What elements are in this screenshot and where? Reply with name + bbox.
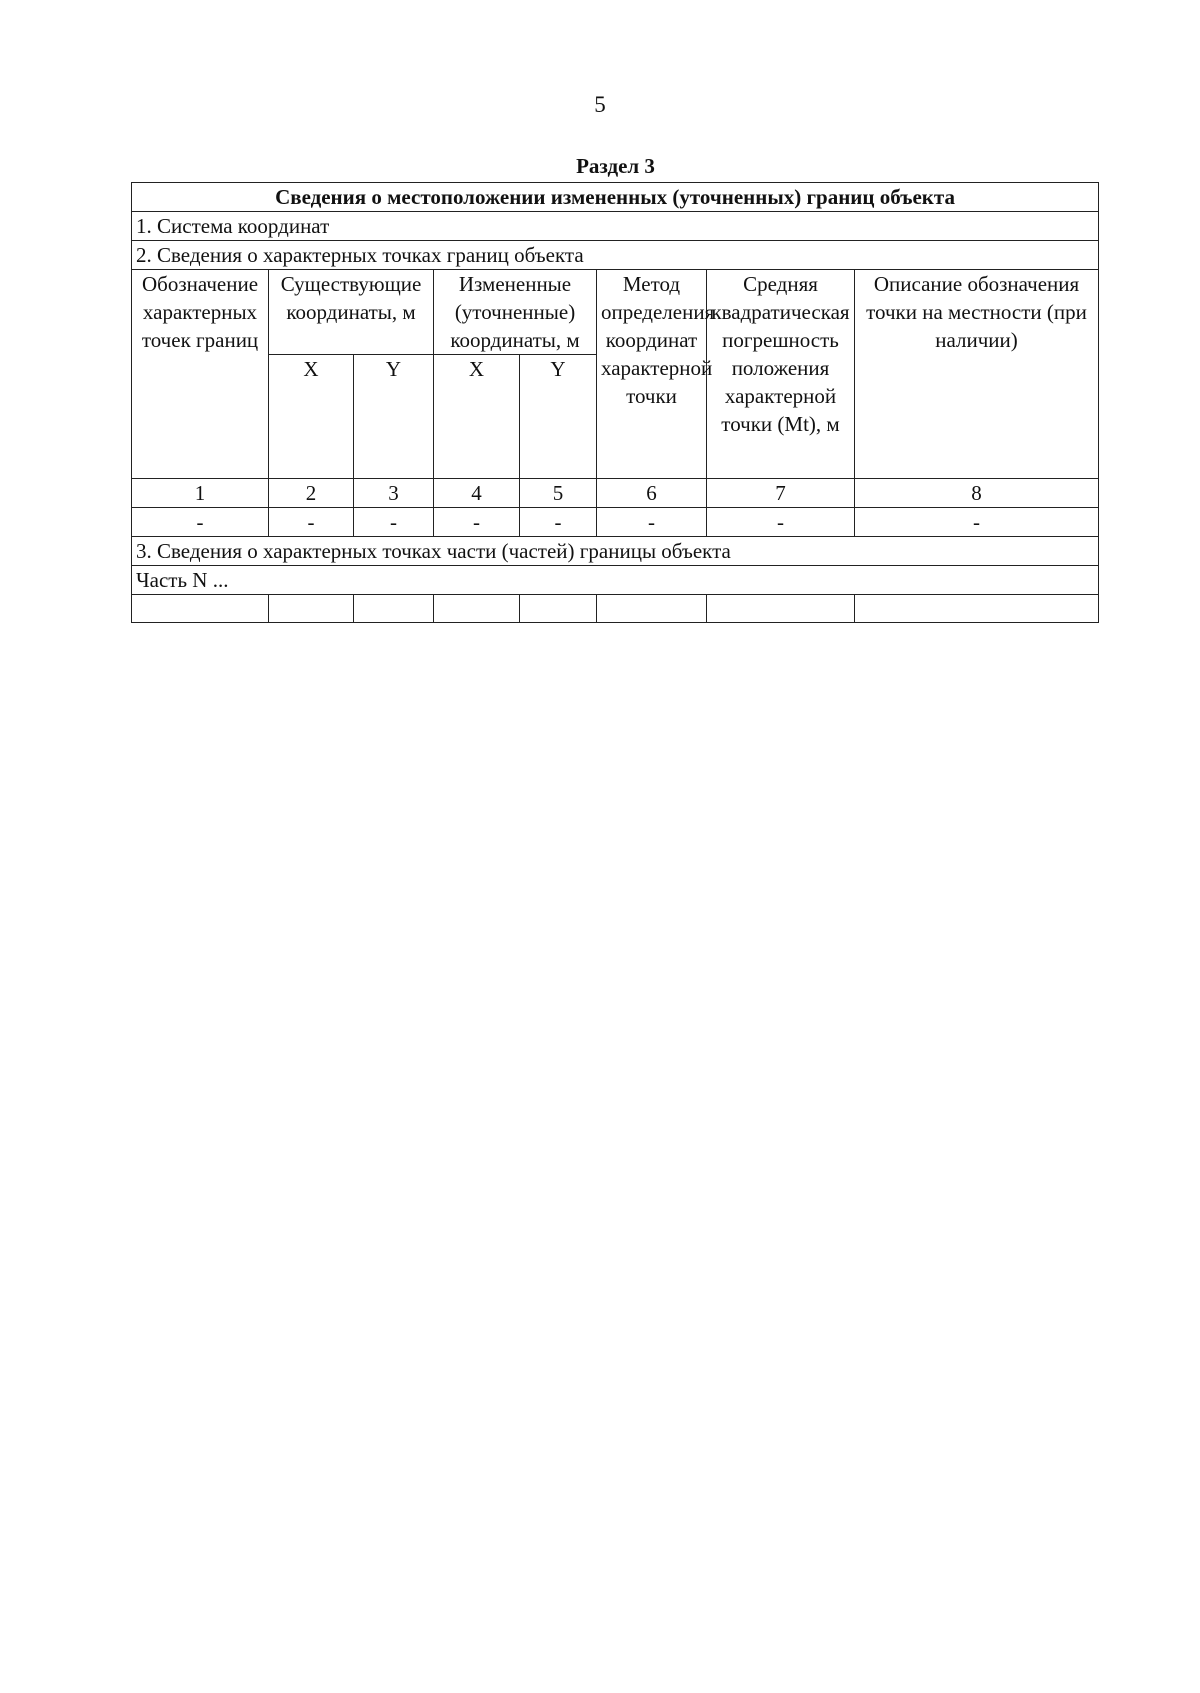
table-heading-row [132,183,1099,212]
dash-cell: - [354,508,434,537]
part-n-row [132,566,1099,595]
empty-cell [132,595,269,623]
section-title: Раздел 3 [576,154,655,178]
header-row-top [132,270,1099,355]
header-point-designation: Обозначение характерных точек границ [132,270,269,479]
empty-cell [434,595,520,623]
parts-heading-row [132,537,1099,566]
parts-heading-label: 3. Сведения о характерных точках части (частей) границы объекта [132,537,1099,566]
column-number: 5 [520,479,597,508]
empty-cell [597,595,707,623]
dash-cell: - [434,508,520,537]
empty-cell [354,595,434,623]
header-method: Метод определения координат характерной точки [597,270,707,479]
dash-cell: - [855,508,1099,537]
page-number: 5 [594,92,606,117]
coord-system-label: 1. Система координат [132,212,1099,241]
dash-cell: - [520,508,597,537]
column-number: 3 [354,479,434,508]
empty-cell [855,595,1099,623]
dash-row [132,508,1099,537]
column-number: 4 [434,479,520,508]
header-y-changed: Y [520,355,597,479]
header-existing-coords: Существующие координаты, м [269,270,434,355]
header-mean-error: Средняя квадратическая погрешность положения характерной точки (Mt), м [707,270,855,479]
column-number: 6 [597,479,707,508]
header-changed-coords: Измененные (уточненные) координаты, м [434,270,597,355]
boundary-table [131,182,1099,623]
header-x-changed: X [434,355,520,479]
dash-cell: - [132,508,269,537]
empty-row [132,595,1099,623]
column-number: 2 [269,479,354,508]
column-number: 8 [855,479,1099,508]
points-heading-row [132,241,1099,270]
header-x-existing: X [269,355,354,479]
points-heading-label: 2. Сведения о характерных точках границ объекта [132,241,1099,270]
empty-cell [269,595,354,623]
dash-cell: - [707,508,855,537]
empty-cell [520,595,597,623]
column-number: 1 [132,479,269,508]
empty-cell [707,595,855,623]
part-n-label: Часть N ... [132,566,1099,595]
header-y-existing: Y [354,355,434,479]
table-heading: Сведения о местоположении измененных (уточненных) границ объекта [132,183,1099,212]
header-description: Описание обозначения точки на местности (при наличии) [855,270,1099,479]
column-number-row [132,479,1099,508]
dash-cell: - [269,508,354,537]
column-number: 7 [707,479,855,508]
coord-system-row [132,212,1099,241]
dash-cell: - [597,508,707,537]
